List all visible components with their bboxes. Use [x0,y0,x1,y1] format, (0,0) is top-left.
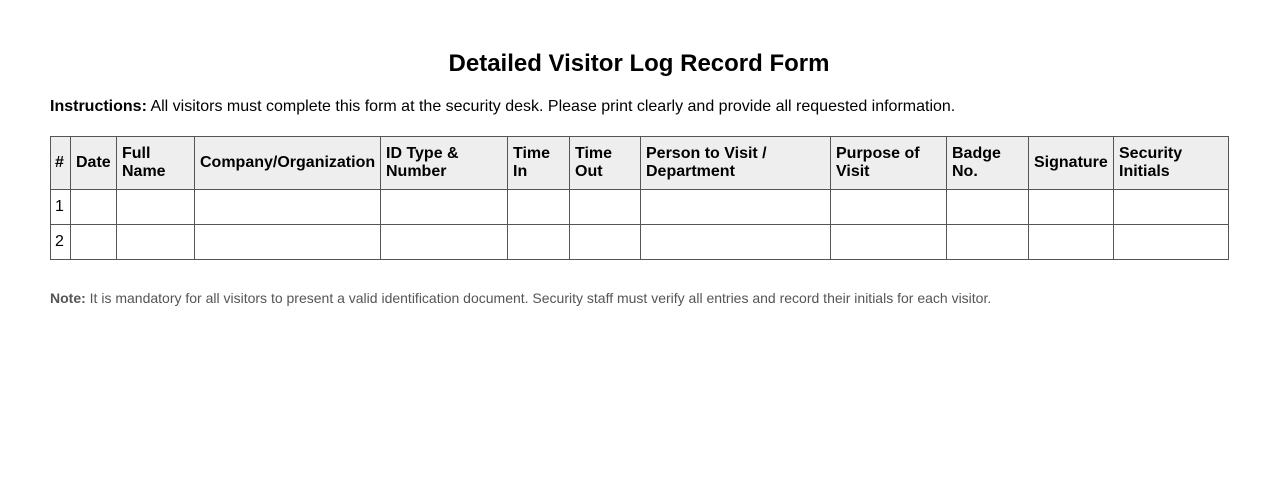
page-title: Detailed Visitor Log Record Form [448,50,830,77]
date-cell[interactable] [71,225,117,260]
time-in-cell[interactable] [508,190,570,225]
instructions [50,97,1228,116]
row-number: 2 [51,225,71,260]
visitor-log-table [50,136,1229,260]
purpose-cell[interactable] [831,190,947,225]
column-header-id-type: ID Type & Number [381,137,508,190]
table-row [51,225,1229,260]
security-initials-cell[interactable] [1114,225,1229,260]
column-header-purpose: Purpose of Visit [831,137,947,190]
column-header-person-to-visit: Person to Visit / Department [641,137,831,190]
badge-no-cell[interactable] [947,225,1029,260]
column-header-full-name: Full Name [117,137,195,190]
security-initials-cell[interactable] [1114,190,1229,225]
instructions-text: All visitors must complete this form at the security desk. Please print clearly and provide all requested information. [146,98,956,115]
column-header-security-initials: Security Initials [1114,137,1229,190]
time-in-cell[interactable] [508,225,570,260]
row-number: 1 [51,190,71,225]
purpose-cell[interactable] [831,225,947,260]
person-to-visit-cell[interactable] [641,225,831,260]
instructions-label: Instructions: [50,98,147,115]
badge-no-cell[interactable] [947,190,1029,225]
full-name-cell[interactable] [117,225,195,260]
column-header-time-in: Time In [508,137,570,190]
id-type-cell[interactable] [381,225,508,260]
table-header-row [51,137,1229,190]
column-header-badge-no: Badge No. [947,137,1029,190]
table-row [51,190,1229,225]
company-cell[interactable] [195,225,381,260]
signature-cell[interactable] [1029,190,1114,225]
id-type-cell[interactable] [381,190,508,225]
date-cell[interactable] [71,190,117,225]
company-cell[interactable] [195,190,381,225]
column-header-time-out: Time Out [570,137,641,190]
note-label: Note: [50,290,86,306]
person-to-visit-cell[interactable] [641,190,831,225]
note [50,290,1228,307]
full-name-cell[interactable] [117,190,195,225]
column-header-number: # [51,137,71,190]
note-text: It is mandatory for all visitors to present a valid identification document. Security staff must verify all entries and record their initials for each visitor. [85,290,992,306]
column-header-company: Company/Organization [195,137,381,190]
column-header-signature: Signature [1029,137,1114,190]
column-header-date: Date [71,137,117,190]
time-out-cell[interactable] [570,190,641,225]
signature-cell[interactable] [1029,225,1114,260]
time-out-cell[interactable] [570,225,641,260]
